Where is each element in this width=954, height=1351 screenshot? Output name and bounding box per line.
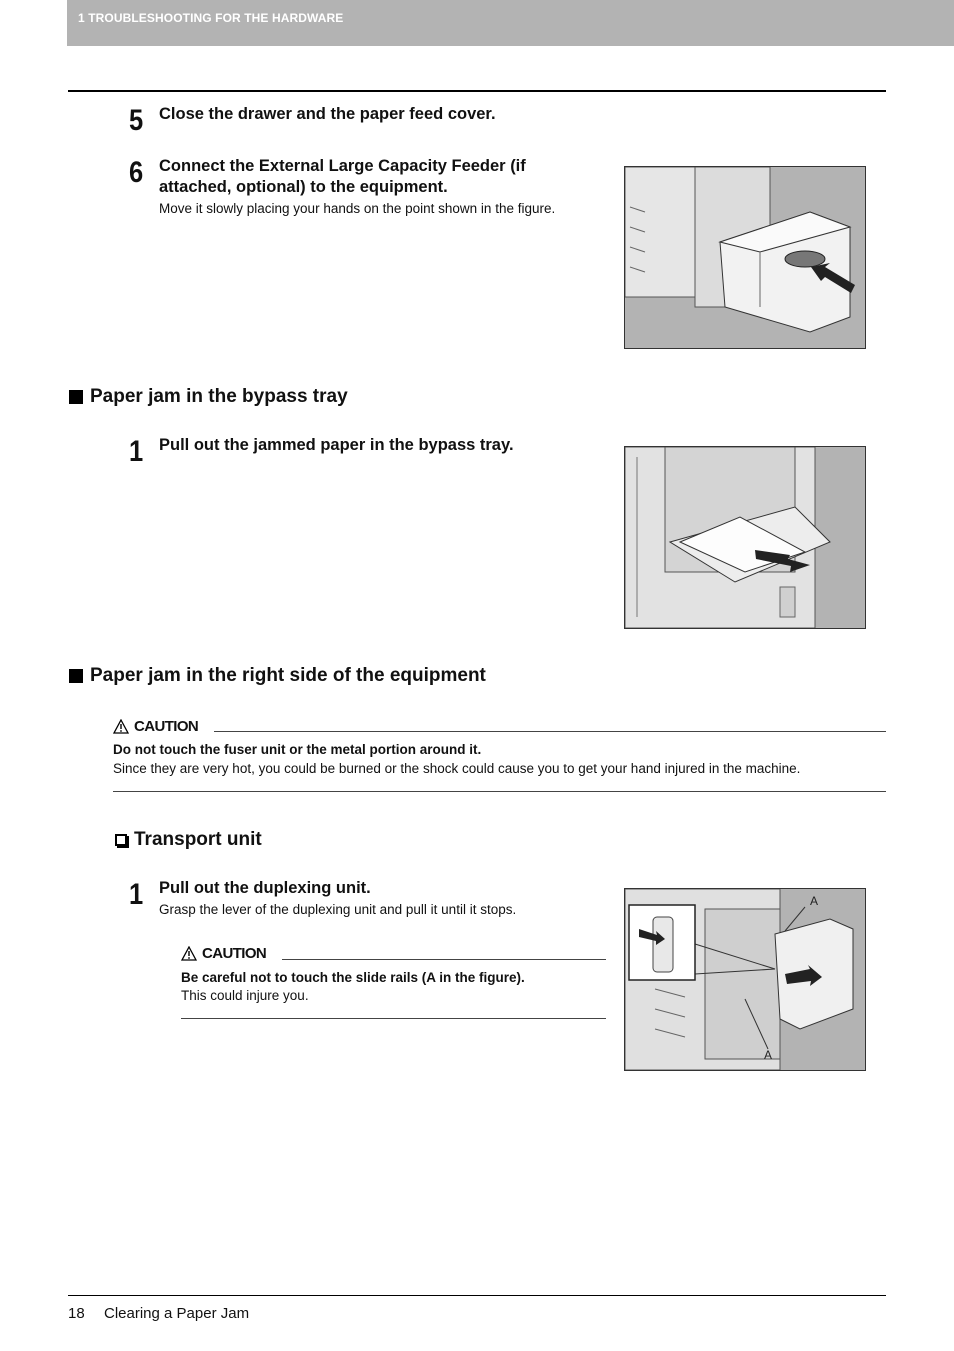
figure-bypass-tray: [624, 446, 866, 629]
subsection-heading-text: Transport unit: [134, 829, 262, 850]
caution-bold-text: Do not touch the fuser unit or the metal portion around it.: [113, 742, 482, 757]
caution-label: CAUTION: [202, 945, 267, 962]
page-number: 18: [68, 1305, 85, 1322]
step-number: 5: [129, 104, 144, 137]
step-number: 6: [129, 156, 144, 189]
footer-rule: [68, 1295, 886, 1296]
figure-label-a: A: [764, 1048, 773, 1062]
caution-bold-text: Be careful not to touch the slide rails (A in the figure).: [181, 970, 525, 985]
step-description: Move it slowly placing your hands on the point shown in the figure.: [159, 201, 556, 216]
figure-external-feeder: [624, 166, 866, 349]
step-title: Pull out the duplexing unit.: [159, 879, 371, 897]
step-title: Close the drawer and the paper feed cover.: [159, 105, 496, 123]
figure-duplexing-unit: [624, 888, 866, 1071]
top-rule: [68, 90, 886, 92]
caution-text: Since they are very hot, you could be burned or the shock could cause you to get your hand injured in the machine.: [113, 761, 801, 776]
caution-bottom-line: [113, 791, 886, 792]
caution-label: CAUTION: [134, 718, 199, 735]
section-heading-text: Paper jam in the right side of the equipment: [90, 665, 486, 686]
figure-label-a: A: [810, 894, 819, 908]
warning-triangle-icon: [113, 719, 129, 734]
caution-heading: [181, 945, 266, 962]
filled-square-icon: [69, 390, 83, 404]
open-square-icon: [115, 834, 127, 846]
step-number: 1: [129, 435, 144, 468]
step-number: 1: [129, 878, 144, 911]
caution-top-line: [282, 959, 606, 960]
caution-text: This could injure you.: [181, 988, 309, 1003]
caution-bottom-line: [181, 1018, 606, 1019]
warning-triangle-icon: [181, 946, 197, 961]
section-heading-text: Paper jam in the bypass tray: [90, 386, 348, 407]
chapter-title: 1 TROUBLESHOOTING FOR THE HARDWARE: [78, 11, 344, 25]
caution-heading: [113, 718, 198, 735]
section-heading-right-side: [69, 665, 486, 687]
footer-title: Clearing a Paper Jam: [104, 1305, 250, 1322]
subsection-heading-transport: [115, 829, 262, 851]
filled-square-icon: [69, 669, 83, 683]
section-heading-bypass: [69, 386, 348, 408]
step-title-line2: attached, optional) to the equipment.: [159, 178, 448, 196]
step-title-line1: Connect the External Large Capacity Feeder (if: [159, 157, 526, 175]
step-description: Grasp the lever of the duplexing unit and pull it until it stops.: [159, 902, 517, 917]
caution-top-line: [214, 731, 886, 732]
step-title: Pull out the jammed paper in the bypass tray.: [159, 436, 514, 454]
